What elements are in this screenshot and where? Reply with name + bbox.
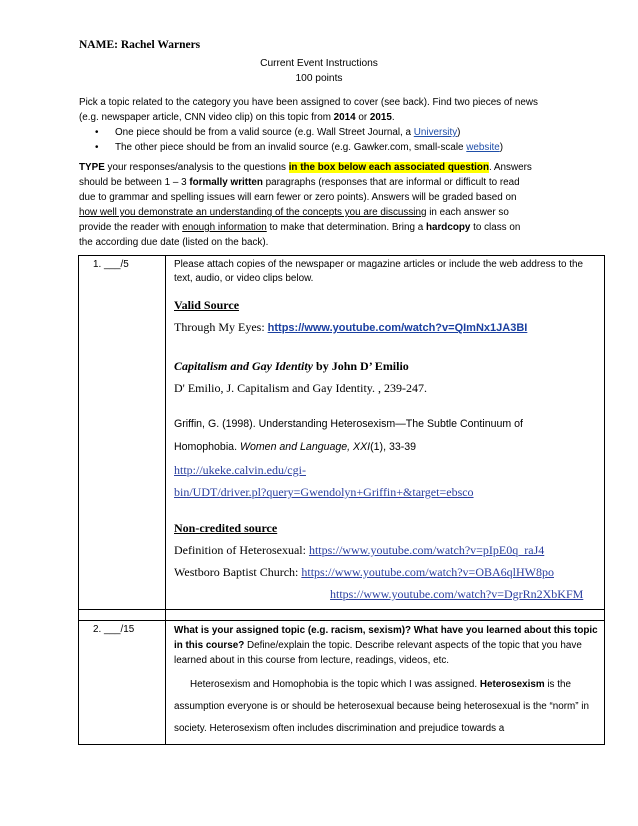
question-1-content[interactable]: Please attach copies of the newspaper or magazine articles or include the web address to the text, audio, or video clips below. Valid Source Through My Eyes: https://www.youtube.com/watch?v=QImNx1JA3BI Capitalism and Gay Identity by John D’ Emilio D' Emilio, J. Capitalism and Gay Identity. , 239-247. Griffin, G. (1998). Understanding Heterosexism—The Subtle Continuum of Homophobia. Women and Language, XXI(1), 33-39 http://ukeke.calvin.edu/cgi- bin/UDT/driver.pl?query=Gwendolyn+Griffin+&target=ebsco Non-credited source Definition of Heterosexual: https://www.youtube.com/watch?v=pIpE0q_raJ4 Westboro Baptist Church: https://www.youtube.com/watch?v=OBA6qlHW8po https://www.youtube.com/watch?v=DgrRn2XbKFM <box>166 256 605 610</box>
intro-line-1: Pick a topic related to the category you have been assigned to cover (see back). Find two pieces of news <box>79 97 538 108</box>
capitalism-title: Capitalism and Gay Identity <box>174 359 314 373</box>
westboro-video-link-2[interactable]: https://www.youtube.com/watch?v=DgrRn2XbKFM <box>330 587 584 601</box>
bullet-invalid-source: • The other piece should be from an invalid source (e.g. Gawker.com, small-scale website) <box>95 142 504 153</box>
capitalism-citation: D' Emilio, J. Capitalism and Gay Identity. , 239-247. <box>174 381 428 395</box>
table-spacer-row <box>79 610 605 621</box>
question-2-content[interactable] <box>166 621 605 745</box>
website-link[interactable]: website <box>466 142 500 153</box>
griffin-link-part-2[interactable]: bin/UDT/driver.pl?query=Gwendolyn+Griffin+&target=ebsco <box>174 485 474 499</box>
year-2015: 2015 <box>369 112 392 123</box>
bullet-valid-source: • One piece should be from a valid source (e.g. Wall Street Journal, a University) <box>95 127 461 138</box>
westboro-video-link-1[interactable]: https://www.youtube.com/watch?v=OBA6qlHW8po <box>301 565 554 579</box>
question-2-score: 2. ___/15 <box>93 624 135 635</box>
questions-table <box>78 255 605 745</box>
instructions-paragraph: TYPE your responses/analysis to the questions in the box below each associated question. Answers should be between 1 – 3 formally written paragraphs (responses that are informal or difficult to read due to grammar and spelling issues will earn fewer or zero points). Answers will be graded based on how well you demonstrate an understanding of the concepts you are discussing in each answer so provide the reader with enough information to make that determination. Bring a hardcopy to class on the according due date (listed on the back). <box>79 162 532 248</box>
through-my-eyes-link[interactable]: https://www.youtube.com/watch?v=QImNx1JA3BI <box>267 322 528 334</box>
question-1-prompt: Please attach copies of the newspaper or magazine articles or include the web address to the text, audio, or video clips below. <box>174 259 583 284</box>
question-2-answer: Heterosexism and Homophobia is the topic which I was assigned. Heterosexism is the assumption everyone is or should be heterosexual because being heterosexual is the “norm” in society. Heterosexism often includes discrimination and prejudice towards a <box>174 679 589 734</box>
valid-source-heading: Valid Source <box>174 298 240 312</box>
griffin-citation-line-1: Griffin, G. (1998). Understanding Heterosexism—The Subtle Continuum of <box>174 418 523 430</box>
doc-points: 100 points <box>295 73 343 84</box>
intro-line-2: (e.g. newspaper article, CNN video clip) on this topic from 2014 or 2015. <box>79 112 395 123</box>
source-bullets <box>95 125 575 155</box>
question-2-prompt: What is your assigned topic (e.g. racism, sexism)? What have you learned about this topic in this course? Define/explain the topic. Describe relevant aspects of the topic that you have learned about in this course from lecture, readings, videos, etc. <box>174 625 598 666</box>
doc-title: Current Event Instructions <box>260 58 378 69</box>
question-1-row <box>79 256 605 610</box>
year-2014: 2014 <box>333 112 356 123</box>
question-1-score: 1. ___/5 <box>93 259 129 270</box>
definition-video-link[interactable]: https://www.youtube.com/watch?v=pIpE0q_raJ4 <box>308 543 545 557</box>
university-link[interactable]: University <box>413 127 458 138</box>
bullet-icon: • <box>95 127 99 138</box>
highlighted-instruction: in the box below each associated question <box>288 162 489 173</box>
student-name: NAME: Rachel Warners <box>79 39 201 51</box>
griffin-link-part-1[interactable]: http://ukeke.calvin.edu/cgi- <box>174 463 306 477</box>
intro-paragraph <box>79 95 579 125</box>
question-2-row <box>79 621 605 745</box>
bullet-icon: • <box>95 142 99 153</box>
noncredited-source-heading: Non-credited source <box>174 521 278 535</box>
